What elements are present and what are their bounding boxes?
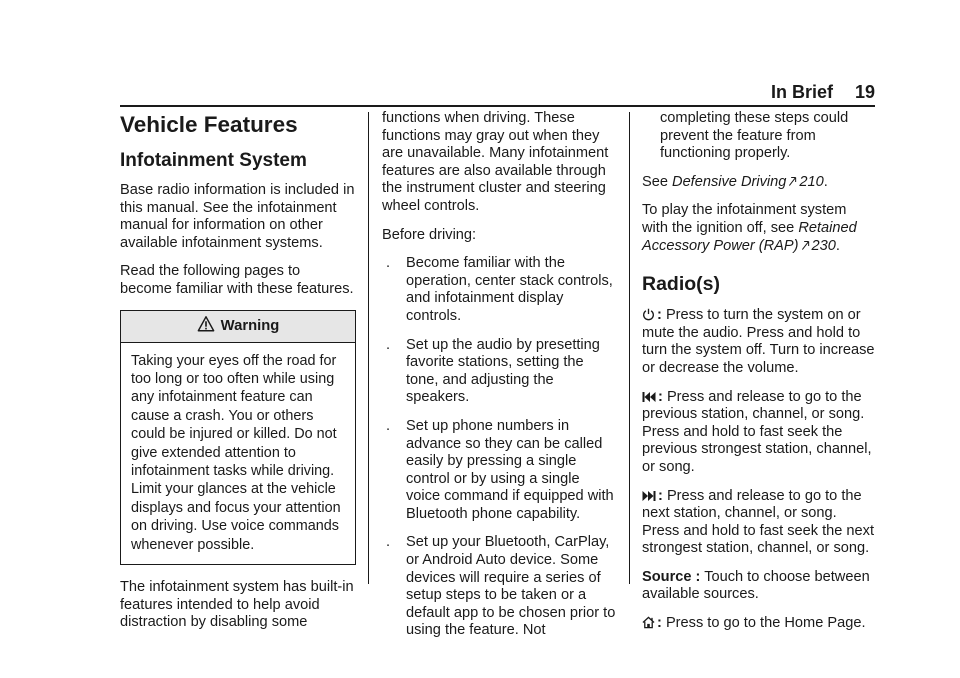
page-title: Vehicle Features	[120, 112, 298, 137]
paragraph: functions when driving. These functions may gray out when they are unavailable. Many infotainment features are also available through the instrument cluster and steering wheel controls.	[382, 110, 609, 214]
paragraph: Base radio information is included in this manual. See the infotainment manual for information on other available infotainment systems.	[120, 182, 355, 251]
control-description-home: : Press to go to the Home Page.	[642, 615, 876, 633]
bullet-mark: .	[386, 417, 391, 434]
page-reference-icon	[801, 240, 810, 251]
column-1	[120, 110, 356, 643]
header-rule	[120, 105, 875, 107]
section-heading-radio: Radio(s)	[642, 273, 720, 296]
page-number: 19	[854, 82, 875, 102]
power-icon	[642, 308, 655, 321]
seek-previous-icon	[642, 391, 656, 403]
warning-box	[120, 310, 356, 565]
control-description-source: Source : Touch to choose between available sources.	[642, 568, 870, 603]
warning-label: Warning	[220, 317, 280, 334]
control-description-power: : Press to turn the system on or mute the audio. Press and hold to turn the system off. Turn to increase or decrease the volume.	[642, 307, 875, 376]
home-icon	[642, 616, 655, 629]
control-description-previous: : Press and release to go to the previous station, channel, or song. Press and hold to fast seek the previous strongest station, channel, or song.	[642, 388, 872, 475]
see-reference: See Defensive Driving 210.	[642, 173, 828, 190]
list-item-continuation: completing these steps could prevent the feature from functioning properly.	[660, 110, 849, 162]
section-heading-infotainment: Infotainment System	[120, 150, 307, 171]
play-reference: To play the infotainment system with the ignition off, see Retained Accessory Power (RAP) 230.	[642, 202, 857, 254]
warning-header	[121, 311, 355, 343]
bullet-mark: .	[386, 255, 391, 272]
section-title: In Brief	[770, 82, 833, 102]
page-reference-icon	[788, 176, 797, 187]
bullet-mark: .	[386, 534, 391, 551]
list-item: . Set up your Bluetooth, CarPlay, or Android Auto device. Some devices will require a series of setup steps to be taken or a default app to be chosen prior to using the feature. Not	[386, 534, 616, 639]
paragraph: Read the following pages to become familiar with these features.	[120, 263, 354, 297]
warning-triangle-icon	[197, 315, 215, 333]
list-item: . Set up the audio by presetting favorite stations, setting the tone, and adjusting the speakers.	[386, 336, 600, 406]
page-header	[771, 82, 875, 103]
paragraph: The infotainment system has built-in features intended to help avoid distraction by disabling some	[120, 579, 354, 631]
bullet-mark: .	[386, 336, 391, 353]
reference-link[interactable]: Defensive Driving	[672, 173, 787, 190]
list-item: . Set up phone numbers in advance so they can be called easily by pressing a single control or by using a single voice command if equipped with Bluetooth phone capability.	[386, 417, 614, 522]
paragraph: Before driving:	[382, 226, 477, 243]
column-divider-1	[368, 112, 369, 584]
control-description-next: : Press and release to go to the next station, channel, or song. Press and hold to fast seek the next strongest station, channel, or song.	[642, 487, 875, 557]
list-item: . Become familiar with the operation, center stack controls, and infotainment display controls.	[386, 255, 613, 324]
reference-link[interactable]: Retained Accessory Power (RAP)	[642, 219, 857, 254]
column-3	[642, 110, 876, 644]
column-2	[382, 110, 616, 651]
warning-text: Taking your eyes off the road for too long or too often while using any infotainment feature can cause a crash. You or others could be injured or killed. Do not give extended attention to infotainment tasks while driving. Limit your glances at the vehicle displays and focus your attention on driving. Use voice commands whenever possible.	[131, 352, 341, 553]
column-divider-2	[629, 112, 630, 584]
seek-next-icon	[642, 490, 656, 502]
